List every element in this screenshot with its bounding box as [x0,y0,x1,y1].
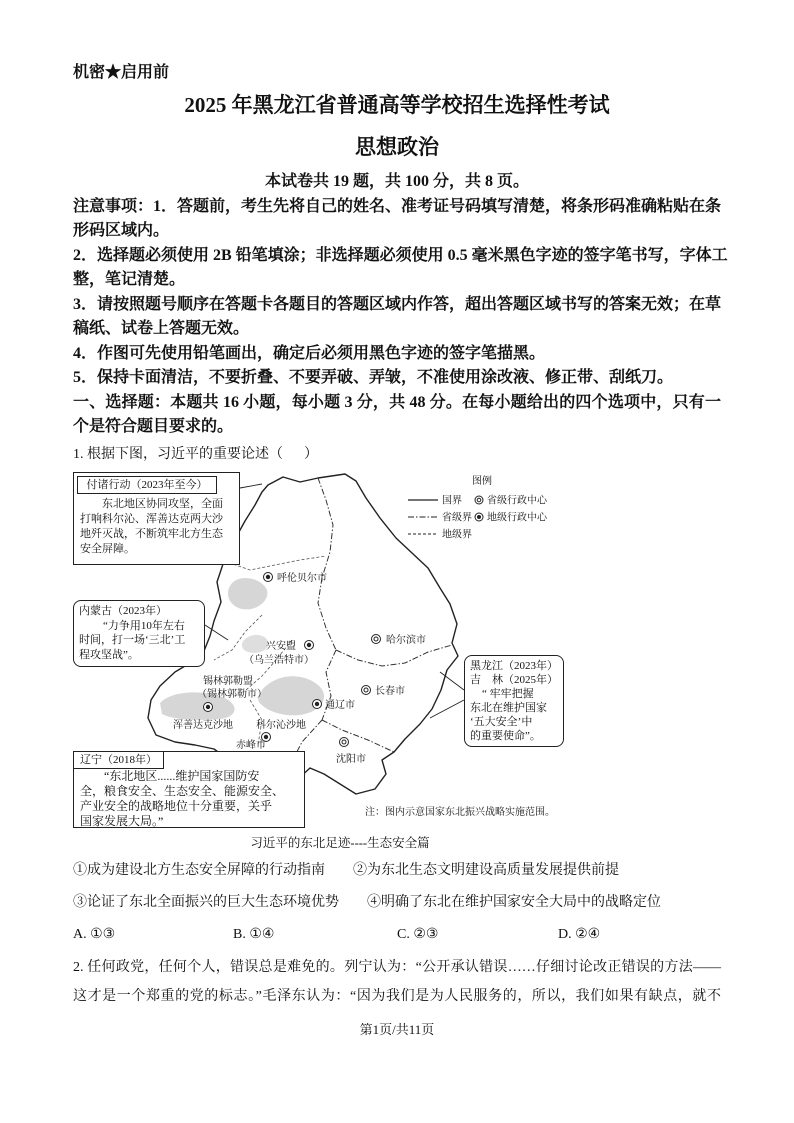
sand-area-minor [242,635,268,653]
notice-line: 2．选择题必须使用 2B 铅笔填涂；非选择题必须使用 0.5 毫米黑色字迹的签字笔书写，字体工 [73,247,728,264]
legend-title: 图例 [472,476,492,487]
provincial-borders [284,478,452,790]
question-2-line: 这才是一个郑重的党的标志。”毛泽东认为：“因为我们是为人民服务的，所以，我们如果有缺点，就不 [73,989,721,1004]
shenyang-marker-icon-inner [342,740,346,744]
callout-heilongjiang-jilin-box [464,655,564,747]
question-1-stem: 1. 根据下图，习近平的重要论述（ ） [73,447,318,462]
callout-action-line: 安全屏障。 [80,543,135,555]
question-2-line: 2. 任何政党，任何个人，错误总是难免的。列宁认为：“公开承认错误……仔细讨论改正错误的方法—— [73,960,721,975]
option-1: ①成为建设北方生态安全屏障的行动指南 [73,863,325,878]
callout-liaoning-line: 产业安全的战略地位十分重要，关乎 [80,799,273,813]
label-hunshandake-sandy-land: 浑善达克沙地 [173,720,233,731]
callout-jilin-header: 吉 林（2025年） [470,674,558,686]
label-harbin: 哈尔滨市 [386,635,426,646]
harbin-marker-icon-inner [374,637,378,641]
notice-line: 注意事项：1．答题前，考生先将自己的姓名、准考证号码填写清楚，将条形码准确粘贴在条 [73,198,722,215]
sand-area-hulunbuir [228,578,268,609]
exam-title: 2025 年黑龙江省普通高等学校招生选择性考试 [184,93,610,117]
border-heilongjiang-innermongolia [318,478,336,650]
hulunbuir-marker-icon-dot [266,575,270,579]
callout-inner-mongolia-header: 内蒙古（2023年） [79,605,167,617]
option-2: ②为东北生态文明建设高质量发展提供前提 [353,863,619,878]
tongliao-marker-icon-dot [315,702,319,706]
callout-liaoning-line: 全，粮食安全、生态安全、能源安全、 [80,784,285,798]
label-xilingol: 锡林郭勒盟 [203,676,253,687]
changchun-marker-icon-inner [364,688,368,692]
callout-heilongjiang-jilin-line: “ 牢牢把握 [482,688,534,700]
callout-action-box [73,472,240,565]
xilingol-marker-icon-dot [206,705,210,709]
callout-heilongjiang-jilin-line: ‘五大安全’中 [470,716,533,728]
section-heading-cont: 个是符合题目要求的。 [73,418,234,435]
callout-liaoning-box [73,751,305,828]
answer-choice-c: C. ②③ [397,927,439,942]
answer-choice-d: D. ②④ [558,927,601,942]
legend-provincial-center-icon [475,496,483,504]
notice-line: 稿纸、试卷上答题无效。 [73,320,250,337]
border-heilongjiang-jilin [336,645,452,666]
callout-liaoning-header: 辽宁（2018年） [74,752,164,769]
legend-prefecture-center: 地级行政中心 [487,512,547,524]
map-note: 注：图内示意国家东北振兴战略实施范围。 [365,807,555,818]
legend-provincial-center-icon-inner [477,498,481,502]
confidential-mark: 机密★启用前 [73,64,170,81]
callout-heilongjiang-header: 黑龙江（2023年） [470,660,558,672]
sand-area-horqin [258,676,324,715]
legend-provincial-border: 省级界 [442,512,472,524]
notice-line: 5．保持卡面清洁，不要折叠、不要弄破、弄皱，不准使用涂改液、修正带、刮纸刀。 [73,369,674,386]
callout-inner-mongolia-line: “力争用10年左右 [103,619,185,632]
label-changchun: 长春市 [375,686,405,697]
label-chifeng: 赤峰市 [236,740,266,751]
callout-action-line: 地歼灭战，不断筑牢北方生态 [80,528,223,540]
figure-caption: 习近平的东北足迹----生态安全篇 [250,836,430,850]
notice-line: 整，笔记清楚。 [73,271,186,288]
legend-prefecture-center-icon-dot [477,515,481,519]
label-hulunbuir: 呼伦贝尔市 [277,573,327,584]
option-4: ④明确了东北在维护国家安全大局中的战略定位 [367,895,661,910]
shenyang-marker-icon [340,738,349,747]
notice-line: 3．请按照题号顺序在答题卡各题目的答题区域内作答，超出答题区域书写的答案无效；在草 [73,296,722,313]
option-3: ③论证了东北全面振兴的巨大生态环境优势 [73,895,339,910]
callout-heilongjiang-jilin-line: 的重要使命”。 [470,730,541,742]
answer-choice-a: A. ①③ [73,927,116,942]
legend-prefecture-border: 地级界 [442,529,472,541]
legend-national-border: 国界 [442,495,462,507]
page-number: 第1页/共11页 [359,1022,435,1037]
city-labels [173,571,426,765]
section-heading: 一、选择题：本题共 16 小题，每小题 3 分，共 48 分。在每小题给出的四个选项中，只有一 [73,394,721,411]
callout-action-line: 打响科尔沁、浑善达克两大沙 [80,513,223,525]
subject-title: 思想政治 [355,135,439,159]
harbin-marker-icon [372,635,381,644]
label-tongliao: 通辽市 [325,700,355,711]
notice-line: 4．作图可先使用铅笔画出，确定后必须用黑色字迹的签字笔描黑。 [73,345,546,362]
label-shenyang: 沈阳市 [336,754,366,765]
changchun-marker-icon [362,686,371,695]
callout-inner-mongolia-line: 时间，打一场‘三北’工 [79,634,186,646]
callout-line-innermongolia [205,625,228,640]
callout-liaoning-line: “东北地区......维护国家国防安 [104,769,260,783]
chifeng-marker-icon-dot [264,735,268,739]
callout-liaoning-line: 国家发展大局。” [80,814,164,828]
label-ulanhot: （乌兰浩特市） [244,655,314,666]
label-xinganmeng: 兴安盟 [266,641,296,652]
map-legend [408,474,548,541]
callout-inner-mongolia-line: 程攻坚战”。 [79,648,139,661]
legend-provincial-center: 省级行政中心 [487,495,547,507]
exam-summary: 本试卷共 19 题，共 100 分，共 8 页。 [264,173,529,190]
callout-heilongjiang-jilin-line: 东北在维护国家 [470,702,547,714]
callout-inner-mongolia-box [73,600,205,667]
callout-line-action [240,484,262,488]
border-jilin-liaoning [322,720,394,752]
label-xilinhot: （锡林郭勒市） [197,689,267,700]
xinganmeng-marker-icon-dot [307,643,311,647]
callout-action-header: 付诸行动（2023年至今） [77,476,217,494]
label-horqin-sandy-land: 科尔沁沙地 [256,720,306,731]
notice-line: 形码区域内。 [73,222,170,239]
callout-action-line: 东北地区协同攻坚，全面 [102,498,223,510]
answer-choice-b: B. ①④ [233,927,275,942]
